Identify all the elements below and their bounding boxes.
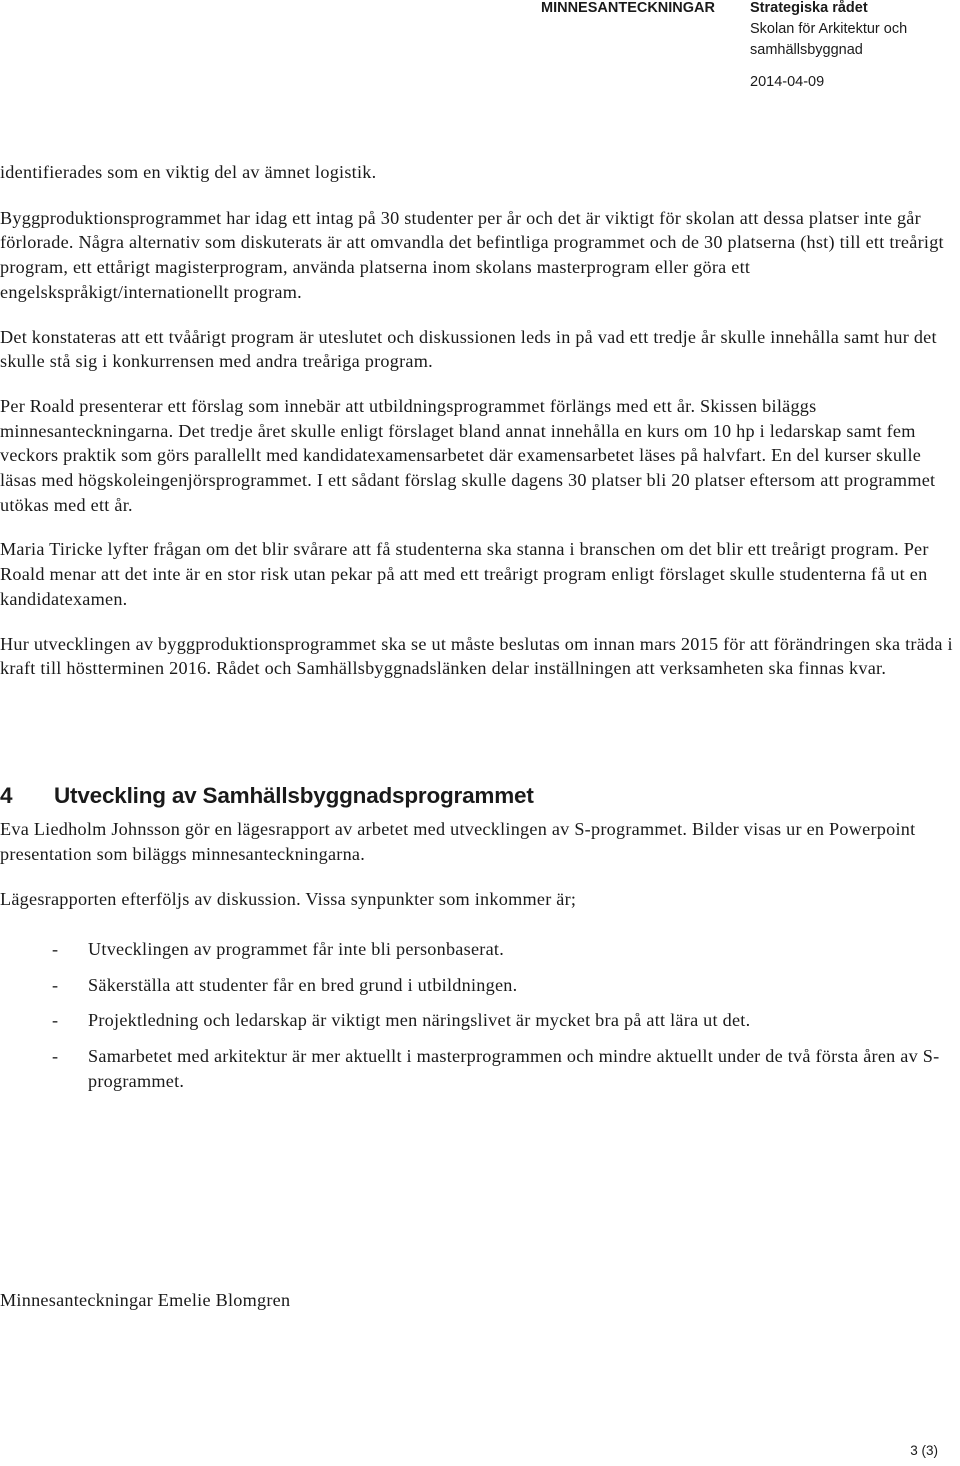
list-item <box>0 973 958 998</box>
bullet-marker: - <box>52 974 59 995</box>
paragraph: Maria Tiricke lyfter frågan om det blir svårare att få studenterna ska stanna i branschen om det blir ett treårigt program. Per Roald menar att det inte är en stor risk utan pekar på att med ett treårigt program enligt förslaget skulle studenterna få ut en kandidatexamen. <box>0 539 929 609</box>
paragraph: Byggproduktionsprogrammet har idag ett intag på 30 studenter per år och det är viktigt för skolan att dessa platser inte går förlorade. Några alternativ som diskuterats är att omvandla det befintliga programmet och de 30 platserna (hst) till ett treårigt program, ett ettårigt magisterprogram, använda platserna inom skolans masterprogram eller göra ett engelskspråkigt/internationellt program. <box>0 207 944 302</box>
header-organization <box>750 0 960 61</box>
signature-line: Minnesanteckningar Emelie Blomgren <box>0 1290 291 1310</box>
list-item-text: Projektledning och ledarskap är viktigt men näringslivet är mycket bra på att lära ut det. <box>88 1010 751 1031</box>
list-item-text: Säkerställa att studenter får en bred grund i utbildningen. <box>88 974 518 995</box>
paragraph: Eva Liedholm Johnsson gör en lägesrapport av arbetet med utvecklingen av S-programmet. Bilder visas ur en Powerpoint presentation som biläggs minnesanteckningarna. <box>0 819 916 864</box>
paragraph: Det konstateras att ett tvåårigt program är uteslutet och diskussionen leds in på vad ett tredje år skulle innehålla samt hur det skulle stå sig i konkurrensen med andra treåriga program. <box>0 326 937 372</box>
list-item <box>0 937 958 962</box>
document-body <box>0 160 958 681</box>
paragraph: identifierades som en viktig del av ämnet logistik. <box>0 162 377 182</box>
paragraph: Hur utvecklingen av byggproduktionsprogrammet ska se ut måste beslutas om innan mars 2015 för att förändringen ska träda i kraft till höstterminen 2016. Rådet och Samhällsbyggnadslänken delar inställningen att verksamheten ska finnas kvar. <box>0 633 953 679</box>
list-item-text: Utvecklingen av programmet får inte bli personbaserat. <box>88 939 505 959</box>
list-item <box>0 1008 958 1033</box>
page-number: 3 (3) <box>910 1443 938 1458</box>
bullet-list <box>0 937 958 1105</box>
section-title: Utveckling av Samhällsbyggnadsprogrammet <box>54 783 534 808</box>
list-item-text: Samarbetet med arkitektur är mer aktuellt i masterprogrammen och mindre aktuellt under de två första åren av S-programmet. <box>88 1046 940 1091</box>
document-type-label: MINNESANTECKNINGAR <box>541 0 715 16</box>
section-number: 4 <box>0 783 13 808</box>
section-body <box>0 817 958 933</box>
school-name-line2: samhällsbyggnad <box>750 42 863 58</box>
document-date: 2014-04-09 <box>750 74 825 90</box>
paragraph: Per Roald presenterar ett förslag som innebär att utbildningsprogrammet förlängs med ett år. Skissen biläggs minnesanteckningarna. Det tredje året skulle enligt förslaget bland annat innehålla en kurs om 10 hp i ledarskap samt fem veckors praktik som görs parallellt med kandidatexamensarbetet där examensarbetet läses på halvfart. En del kurser skulle läsas med högskoleingenjörsprogrammet. I ett sådant förslag skulle dagens 30 platser bli 20 platser eftersom att programmet utökas med ett år. <box>0 395 936 515</box>
bullet-marker: - <box>52 1010 59 1031</box>
bullet-marker: - <box>52 939 59 959</box>
list-item <box>0 1044 958 1093</box>
council-name: Strategiska rådet <box>750 0 868 16</box>
school-name-line1: Skolan för Arkitektur och <box>750 21 908 37</box>
paragraph: Lägesrapporten efterföljs av diskussion. Vissa synpunkter som inkommer är; <box>0 889 577 910</box>
section-heading <box>0 783 534 809</box>
bullet-marker: - <box>52 1046 59 1067</box>
